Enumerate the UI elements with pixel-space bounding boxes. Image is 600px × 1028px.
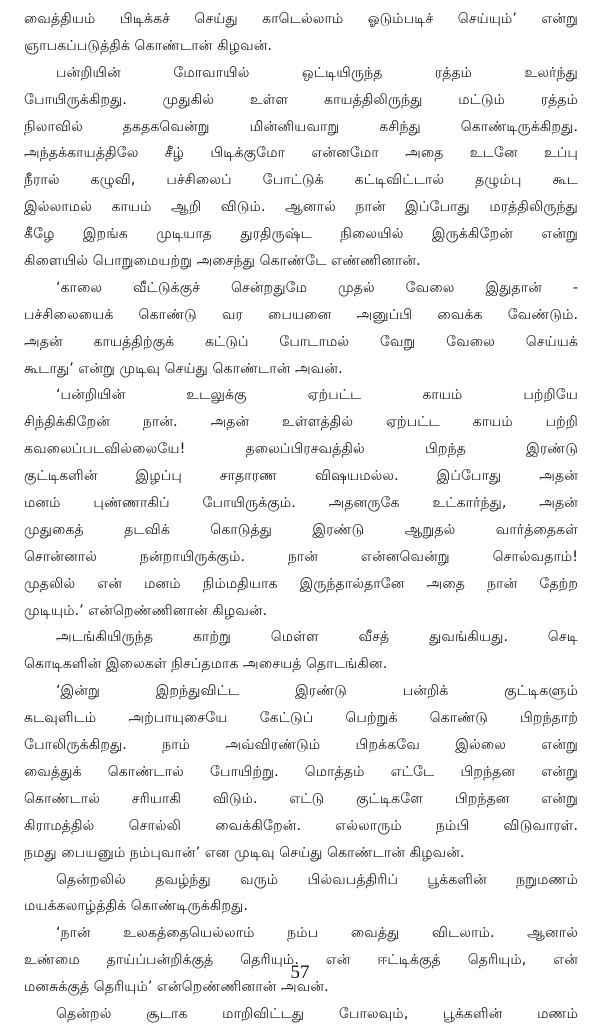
text-line: கிராமத்தில் சொல்லி வைக்கிறேன். எல்லாரும் நம்பி விடுவாரள். — [24, 817, 578, 834]
text-line: ‘இன்று இறந்துவிட்ட இரண்டு பன்றிக் குட்டிகளும் — [56, 683, 578, 700]
text-line: முதுகைத் தடவிக் கொடுத்து இரண்டு ஆறுதல் வார்த்தைகள் — [24, 521, 578, 538]
text-line: உண்மை தாய்ப்பன்றிக்குத் தெரியும். என் ஈட்டிக்குத் தெரியும், என் — [24, 952, 578, 969]
text-line: அதன் காயத்திற்குக் கட்டுப் போடாமல் வேறு வேலை செய்யக் — [24, 333, 578, 350]
text-line: பன்றியின் மோவாயில் ஒட்டியிருந்த ரத்தம் உலர்ந்து — [56, 64, 578, 81]
text-line: நீரால் கழுவி, பச்சிலைப் போட்டுக் கட்டிவிட்டால் தழும்பு கூட — [24, 172, 578, 189]
text-line: கொண்டால் சரியாகி விடும். எட்டு குட்டிகளே பிறந்தன என்று — [24, 790, 578, 807]
text-line: குட்டிகளின் இழப்பு சாதாரண விஷயமல்ல. இப்போது அதன் — [24, 468, 578, 485]
text-line: மனசுக்குத் தெரியும்’ என்றெண்ணினான் அவன். — [24, 979, 329, 996]
text-line: மயக்கலாழ்த்திக் கொண்டிருக்கிறது. — [24, 898, 248, 915]
text-line: நிலாவில் தகதகவென்று மின்னியவாறு கசிந்து கொண்டிருக்கிறது. — [24, 118, 578, 135]
text-line: முடியும்.’ என்றெண்ணினான் கிழவன். — [24, 602, 268, 619]
text-line: கிளையில் பொறுமையற்று அசைந்து கொண்டே எண்ணினான். — [24, 253, 421, 270]
text-line: கொடிகளின் இலைகள் நிசப்தமாக அசையத் தொடங்கின. — [24, 656, 388, 673]
text-line: ‘காலை வீட்டுக்குச் சென்றதுமே முதல் வேலை இதுதான் - — [56, 279, 578, 296]
text-line: தென்றலில் தவழ்ந்து வரும் பில்வபத்திரிப் பூக்களின் நறுமணம் — [56, 871, 578, 888]
text-line: ஞாபகப்படுத்திக் கொண்டான் கிழவன். — [24, 37, 272, 54]
text-line: சொன்னால் நன்றாயிருக்கும். நான் என்னவென்று சொல்வதாம்! — [24, 548, 578, 565]
text-line: கவலைப்படவில்லையே! தலைப்பிரசவத்தில் பிறந்த இரண்டு — [24, 441, 578, 458]
text-line: ‘பன்றியின் உடலுக்கு ஏற்பட்ட காயம் பற்றியே — [56, 387, 578, 404]
text-line: போயிருக்கிறது. முதுகில் உள்ள காயத்திலிருந்து மட்டும் ரத்தம் — [24, 91, 578, 108]
text-line: தென்றல் சூடாக மாறிவிட்டது போலவும், பூக்களின் மணம் — [56, 1005, 578, 1022]
text-line: அந்தக்காயத்திலே சீழ் பிடிக்குமோ என்னமோ அதை உடனே உப்பு — [24, 145, 578, 162]
text-line: பச்சிலையைக் கொண்டு வர பையனை அனுப்பி வைக்க வேண்டும். — [24, 306, 578, 323]
text-line: அடங்கியிருந்த காற்று மெள்ள வீசத் துவங்கியது. செடி — [56, 629, 578, 646]
text-line: இல்லாமல் காயம் ஆறி விடும். ஆனால் நான் இப்போது மரத்திலிருந்து — [24, 199, 578, 216]
text-line: முதலில் என் மனம் நிம்மதியாக இருந்தால்தானே அதை நான் தேற்ற — [24, 575, 578, 592]
page-number: 57 — [290, 962, 310, 983]
text-line: நமது பையனும் நம்புவான்’ என முடிவு செய்து கொண்டான் கிழவன். — [24, 844, 465, 861]
text-line: கடவுளிடம் அற்பாயுசையே கேட்டுப் பெற்றுக் கொண்டு பிறந்தாற் — [24, 710, 578, 727]
text-line: ‘நான் உலகத்தையெல்லாம் நம்ப வைத்து விடலாம். ஆனால் — [56, 925, 578, 942]
text-line: சிந்திக்கிறேன் நான். அதன் உள்ளத்தில் ஏற்பட்ட காயம் பற்றி — [24, 414, 578, 431]
text-line: வைத்தியம் பிடிக்கச் செய்து காடெல்லாம் ஓடும்படிச் செய்யும்’ என்று — [24, 11, 578, 27]
text-line: கூடாது’ என்று முடிவு செய்து கொண்டான் அவன். — [24, 360, 343, 377]
text-line: கீழே இறங்க முடியாத துரதிருஷ்ட நிலையில் இருக்கிறேன் என்று — [24, 226, 578, 243]
text-line: போலிருக்கிறது. நாம் அவ்விரண்டும் பிறக்கவே இல்லை என்று — [24, 737, 578, 754]
text-line: வைத்துக் கொண்டால் போயிற்று. மொத்தம் எட்டே பிறந்தன என்று — [24, 763, 578, 780]
text-line: மனம் புண்ணாகிப் போயிருக்கும். அதனருகே உட்கார்ந்து, அதன் — [24, 495, 578, 512]
